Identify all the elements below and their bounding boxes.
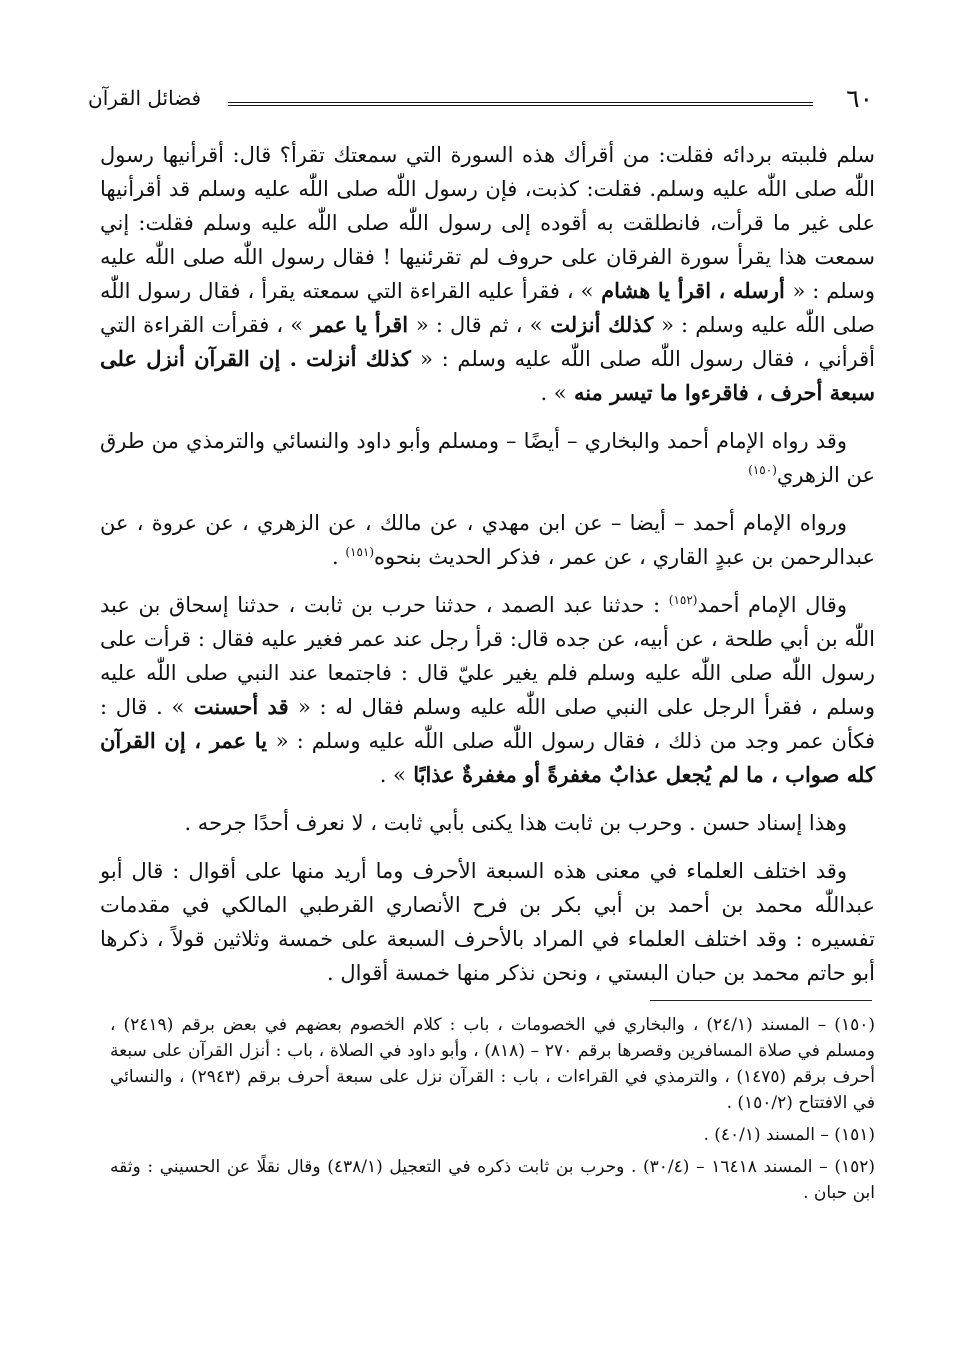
running-title: فضائل القرآن: [88, 86, 202, 110]
main-text: [100, 138, 875, 1004]
paragraph-2: [100, 424, 875, 492]
paragraph-1-text-3: » ، ثم قال : «: [415, 313, 543, 337]
paragraph-4-hadith-2: يا عمر ، إن القرآن كله صواب ، ما لم يُجعل عذابٌ مغفرةً أو مغفرةٌ عذابًا: [100, 728, 875, 787]
page-number: ٦٠: [846, 84, 873, 113]
footnote-151: (١٥١) – المسند (٤٠/١) .: [703, 1125, 875, 1145]
paragraph-1-text-2: » ، فقرأ عليه القراءة التي سمعته يقرأ ، فقال رسول اللّٰه صلى اللّٰه عليه وسلم : «: [100, 279, 875, 337]
paragraph-4-text-3: » .: [379, 763, 406, 787]
paragraph-4-text-2: » . قال : فكأن عمر وجد من ذلك ، فقال رسول اللّٰه صلى اللّٰه عليه وسلم : «: [100, 695, 875, 753]
footnote-150: (١٥٠) – المسند (٢٤/١) ، والبخاري في الخصومات ، باب : كلام الخصوم بعضهم في بعض برقم (٢٤١٩) ، ومسلم في صلاة المسافرين وقصرها برقم ٢٧٠ – (٨١٨) ، وأبو داود في الصلاة ، باب : أنزل القرآن على سبعة أحرف برقم (١٤٧٥) ، والترمذي في القراءات ، باب : القرآن نزل على سبعة أحرف برقم (٢٩٤٣) ، والنسائي في الافتتاح (١٥٠/٢) .: [110, 1015, 876, 1113]
paragraph-1-hadith-2: كذلك أنزلت: [542, 312, 662, 337]
paragraph-1-hadith-3: اقرأ يا عمر: [303, 312, 416, 337]
paragraph-1-hadith-4: كذلك أنزلت . إن القرآن أنزل على سبعة أحرف ، فاقرءوا ما تيسر منه: [100, 346, 875, 405]
paragraph-4-hadith-1: قد أحسنت: [184, 694, 298, 719]
footnote-ref-151[interactable]: (١٥١): [345, 545, 375, 559]
footnote-separator: [650, 1000, 872, 1001]
footnote-152: (١٥٢) – المسند ١٦٤١٨ – (٣٠/٤) . وحرب بن ثابت ذكره في التعجيل (٤٣٨/١) وقال نقلًا عن الحسيني : وثقه ابن حبان .: [110, 1157, 875, 1203]
paragraph-2-text: وقد رواه الإمام أحمد والبخاري – أيضًا – ومسلم وأبو داود والنسائي والترمذي من طرق عن الزهري: [100, 429, 875, 487]
paragraph-3-end: .: [331, 545, 346, 569]
paragraph-1-hadith-1: أرسله ، اقرأ يا هشام: [593, 278, 793, 303]
paragraph-1-text-1: سلم فلببته بردائه فقلت: من أقرأك هذه السورة التي سمعتك تقرأ؟ قال: أقرأنيها رسول اللّٰه صلى اللّٰه عليه وسلم. فقلت: كذبت، فإن رسول اللّٰه صلى اللّٰه عليه وسلم قد أقرأنيها على غير ما قرأت، فانطلقت به أقوده إلى رسول اللّٰه صلى اللّٰه عليه وسلم فقلت: إني سمعت هذا يقرأ سورة الفرقان على حروف لم تقرئنيها ! فقال رسول اللّٰه صلى اللّٰه عليه وسلم : «: [100, 143, 875, 303]
paragraph-6: وقد اختلف العلماء في معنى هذه السبعة الأحرف وما أريد منها على أقوال : قال أبو عبداللّٰه محمد بن أحمد بن أبي بكر بن فرح الأنصاري القرطبي المالكي في مقدمات تفسيره : وقد اختلف العلماء في المراد بالأحرف السبعة على خمسة وثلاثين قولاً ، ذكرها أبو حاتم محمد بن حبان البستي ، ونحن نذكر منها خمسة أقوال .: [100, 859, 875, 985]
paragraph-4-text-0: وقال الإمام أحمد: [697, 593, 847, 617]
paragraph-1-text-5: » .: [540, 381, 567, 405]
paragraph-3-text: ورواه الإمام أحمد – أيضا – عن ابن مهدي ، عن مالك ، عن الزهري ، عن عروة ، عن عبدالرحمن بن عبدٍ القاري ، عن عمر ، فذكر الحديث بنحوه: [100, 511, 875, 569]
header-rule: [228, 102, 813, 106]
paragraph-5: وهذا إسناد حسن . وحرب بن ثابت هذا يكنى بأبي ثابت ، لا نعرف أحدًا جرحه .: [184, 811, 847, 835]
footnote-ref-150[interactable]: (١٥٠): [748, 463, 777, 477]
paragraph-1-text-4: » ، فقرأت القراءة التي أقرأني ، فقال رسول اللّٰه صلى اللّٰه عليه وسلم : «: [100, 313, 875, 371]
footnotes: [110, 1012, 875, 1212]
paragraph-4: [100, 588, 875, 792]
paragraph-1: [100, 138, 875, 410]
footnote-ref-152[interactable]: (١٥٢): [668, 593, 698, 607]
paragraph-4-text-1: : حدثنا عبد الصمد ، حدثنا حرب بن ثابت ، حدثنا إسحاق بن عبد اللّٰه بن أبي طلحة ، عن أبيه، عن جده قال: قرأ رجل عند عمر فغير عليه فقال : قرأت على رسول اللّٰه صلى اللّٰه عليه وسلم فلم يغير عليّ قال : فاجتمعا عند النبي صلى اللّٰه عليه وسلم ، فقرأ الرجل على النبي صلى اللّٰه عليه وسلم فقال له : «: [100, 593, 875, 719]
paragraph-3: [100, 506, 875, 574]
page-header: [88, 82, 873, 122]
